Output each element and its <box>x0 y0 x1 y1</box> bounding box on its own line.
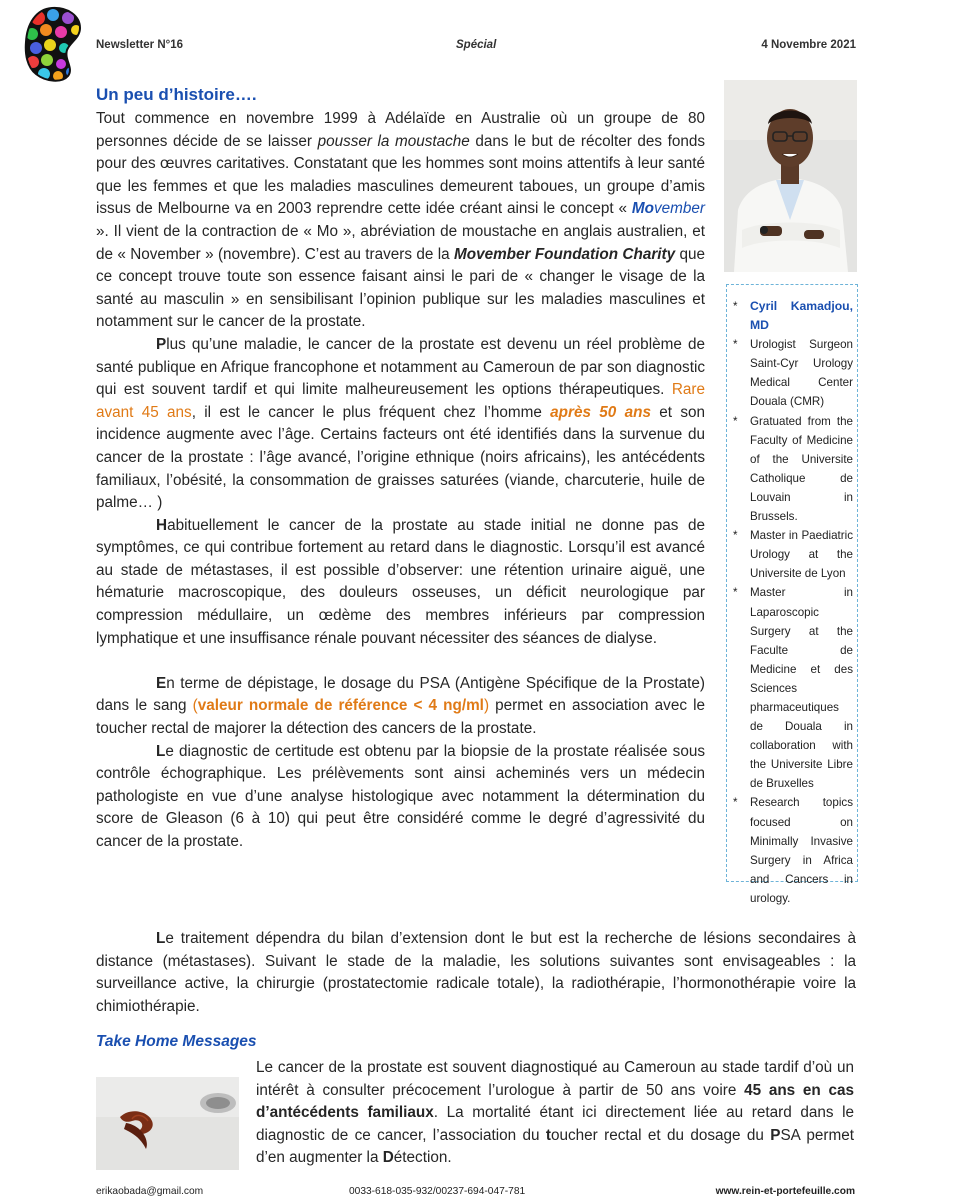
paragraph-history: Tout commence en novembre 1999 à Adélaïde en Australie où un groupe de 80 personnes décide de se laisser pousser la moustache dans le but de récolter des fonds pour des œuvres caritatives. Constatant que les hommes sont moins attentifs à leur santé que les femmes et que les maladies masculines demeurent taboues, un groupe d’amis issus de Melbourne va en 2003 reprendre cette idée créant ainsi le concept « Movember ». Il vient de la contraction de « Mo », abréviation de moustache en anglais australien, et de « November » (novembre). C’est au travers de la Movember Foundation Charity que ce concept trouve toute son essence faisant ainsi le pari de « changer le visage de la santé au masculin » en sensibilisant l’opinion publique sur les maladies masculines et notamment sur le cancer de la prostate. <box>96 110 706 331</box>
author-name: * Cyril Kamadjou, MD <box>731 297 853 335</box>
newsletter-number: Newsletter N°16 <box>96 39 184 51</box>
paragraph-public-health: Plus qu’une maladie, le cancer de la prostate est devenu un réel problème de santé publique en Afrique francophone et notamment au Cameroun de par son diagnostic qui est souvent tardif et qui limite malheureusement les options thérapeutiques. Rare avant 45 ans, il est le cancer le plus fréquent chez l’homme après 50 ans et son incidence augmente avec l’âge. Certains facteurs ont été identifiés dans la survenue du cancer de la prostate : l’âge avancé, l’origine ethnique (noirs africains), les antécédents familiaux, l’obésité, la consommation de graisses saturées (viande, charcuterie, huile de palme… ) <box>96 335 705 512</box>
paragraph-symptoms: Habituellement le cancer de la prostate au stade initial ne donne pas de symptômes, ce qui contribue fortement au retard dans le diagnostic. Lorsqu’il est avancé au stade de métastases, il est possible d’observer: une rétention urinaire aiguë, une hématurie macroscopique, des douleurs osseuses, un déficit neurologique par compression médullaire, un œdème des membres inférieurs par compression lymphatique et une insuffisance rénale pouvant nécessiter des séances de dialyse. <box>96 516 705 647</box>
footer-phones: 0033-618-035-932/00237-694-047-781 <box>349 1186 526 1197</box>
edition-label: Spécial <box>456 39 497 51</box>
bio-item: * Master in Paediatric Urology at the Universite de Lyon <box>731 526 853 583</box>
take-home-message: Le cancer de la prostate est souvent diagnostiqué au Cameroun au stade tardif d’où un intérêt à consulter précocement l’urologue à partir de 50 ans voire 45 ans en cas d’antécédents familiaux. La mortalité étant ici directement liée au retard dans le diagnostic de ce cancer, l’association du toucher rectal et du dosage du PSA permet d’en augmenter la Détection. <box>256 1059 855 1167</box>
newsletter-logo <box>24 6 82 82</box>
take-home-title: Take Home Messages <box>96 1033 257 1050</box>
moustache-image <box>96 1077 239 1170</box>
author-photo <box>724 80 857 272</box>
footer-email[interactable]: erikaobada@gmail.com <box>96 1186 204 1197</box>
bio-item: * Urologist Surgeon Saint-Cyr Urology Medical Center Douala (CMR) <box>731 335 853 411</box>
bio-item: * Master in Laparoscopic Surgery at the Faculte de Medicine et des Sciences pharmaceutiques de Douala in collaboration with the Universite Libre de Bruxelles <box>731 583 853 793</box>
main-article <box>96 108 705 854</box>
section-title: Un peu d’histoire…. <box>96 85 257 104</box>
bio-item: * Gratuated from the Faculty of Medicine of the Universite Catholique de Louvain in Brussels. <box>731 412 853 527</box>
bio-item: * Research topics focused on Minimally Invasive Surgery in Africa and Cancers in urology. <box>731 793 853 908</box>
issue-date: 4 Novembre 2021 <box>761 39 856 51</box>
author-bio-box <box>726 284 858 905</box>
paragraph-diagnosis: Le diagnostic de certitude est obtenu par la biopsie de la prostate réalisée sous contrôle échographique. Les prélèvements sont ainsi acheminés vers un médecin pathologiste en vue d’une analyse histologique avec notamment la détermination du score de Gleason (6 à 10) qui peut être considéré comme le degré d’agressivité du cancer de la prostate. <box>96 742 705 850</box>
paragraph-treatment: Le traitement dépendra du bilan d’extension dont le but est la recherche de lésions secondaires à distance (métastases). Suivant le stade de la maladie, les solutions suivantes sont envisageables : la surveillance active, la chirurgie (prostatectomie radicale totale), la radiothérapie, l’hormonothérapie voire la chimiothérapie. <box>96 930 856 1015</box>
footer-website-link[interactable]: www.rein-et-portefeuille.com <box>715 1186 855 1197</box>
paragraph-screening: En terme de dépistage, le dosage du PSA (Antigène Spécifique de la Prostate) dans le sang (valeur normale de référence < 4 ng/ml) permet en association avec le toucher rectal de majorer la détection des cancers de la prostate. <box>96 674 705 738</box>
